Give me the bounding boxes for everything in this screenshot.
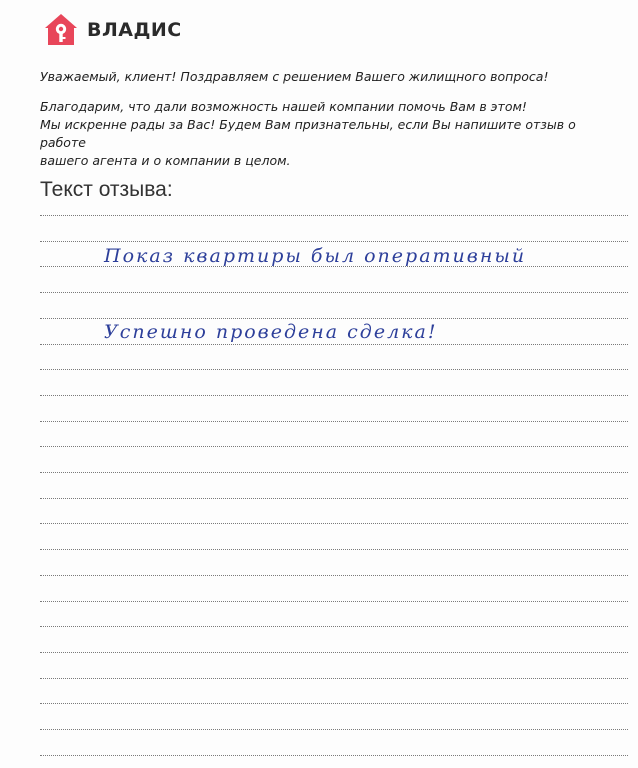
ruled-line — [40, 369, 628, 370]
ruled-line — [40, 678, 628, 679]
ruled-line — [40, 755, 628, 756]
request-text: Мы искренне рады за Вас! Будем Вам признательны, если Вы напишите отзыв о работе — [40, 117, 576, 150]
ruled-line — [40, 703, 628, 704]
intro-text — [40, 68, 620, 170]
ruled-line — [40, 395, 628, 396]
review-heading: Текст отзыва: — [40, 178, 173, 201]
ruled-line — [40, 549, 628, 550]
ruled-line — [40, 446, 628, 447]
handwritten-line: Показ квартиры был оперативный — [104, 245, 527, 267]
ruled-line — [40, 498, 628, 499]
ruled-line — [40, 523, 628, 524]
company-logo — [43, 12, 182, 48]
ruled-line — [40, 729, 628, 730]
ruled-line — [40, 601, 628, 602]
brand-name: ВЛАДИС — [87, 19, 182, 41]
ruled-line — [40, 421, 628, 422]
ruled-writing-area — [40, 191, 628, 768]
ruled-line — [40, 344, 628, 345]
ruled-line — [40, 215, 628, 216]
handwritten-line: Успешно проведена сделка! — [104, 321, 438, 343]
ruled-line — [40, 575, 628, 576]
request-text-cont: вашего агента и о компании в целом. — [40, 153, 291, 168]
thanks-text: Благодарим, что дали возможность нашей компании помочь Вам в этом! — [40, 99, 527, 114]
ruled-line — [40, 241, 628, 242]
ruled-line — [40, 318, 628, 319]
greeting-text: Уважаемый, клиент! Поздравляем с решением Вашего жилищного вопроса! — [40, 69, 549, 84]
ruled-line — [40, 292, 628, 293]
ruled-line — [40, 652, 628, 653]
house-key-icon — [43, 12, 79, 48]
ruled-line — [40, 626, 628, 627]
ruled-line — [40, 472, 628, 473]
